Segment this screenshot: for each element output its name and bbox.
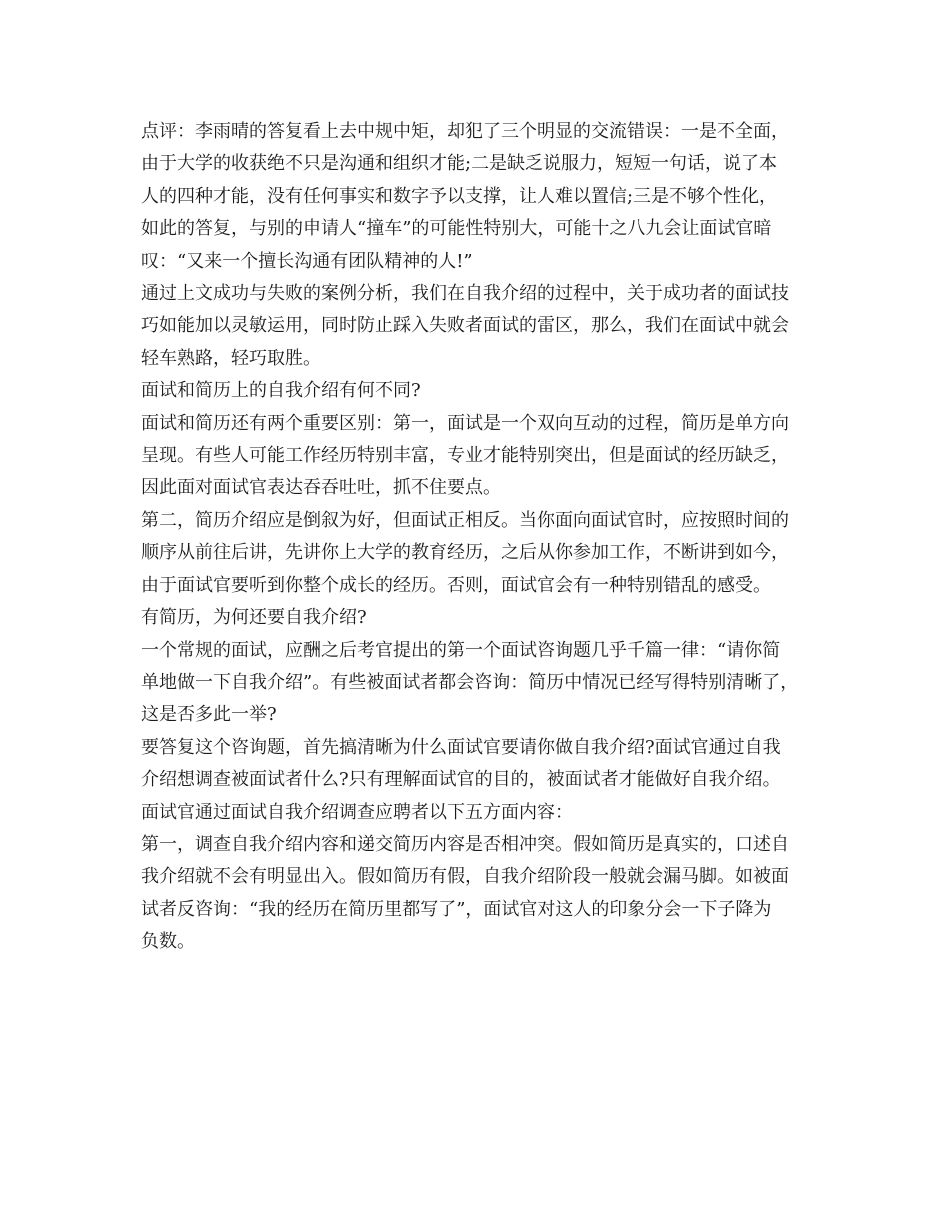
section-heading-difference: 面试和简历上的自我介绍有何不同? (141, 380, 421, 402)
paragraph-common-interview: 一个常规的面试，应酬之后考官提出的第一个面试咨询题几乎千篇一律：“请你简 单地做一下自我介绍”。有些被面试者都会咨询：简历中情况已经写得特别清晰了， 这是否多此一举? (141, 639, 799, 726)
document-body (141, 116, 821, 959)
paragraph-review-comment: 点评：李雨晴的答复看上去中规中矩，却犯了三个明显的交流错误：一是不全面， 由于大学的收获绝不只是沟通和组织才能;二是缺乏说服力，短短一句话，说了本 人的四种才能，没有任何事实和数字予以支撑，让人难以置信;三是不够个性化， 如此的答复，与别的申请人“撞车”的可能性特别大，可能十之八九会让面试官暗 叹：“又来一个擅长沟通有团队精神的人!” (141, 121, 789, 272)
paragraph-difference-second: 第二，简历介绍应是倒叙为好，但面试正相反。当你面向面试官时，应按照时间的 顺序从前往后讲，先讲你上大学的教育经历，之后从你参加工作，不断讲到如今， 由于面试官要听到你整个成长的经历。否则，面试官会有一种特别错乱的感受。 (141, 509, 789, 596)
paragraph-case-analysis: 通过上文成功与失败的案例分析，我们在自我介绍的过程中，关于成功者的面试技 巧如能加以灵敏运用，同时防止踩入失败者面试的雷区，那么，我们在面试中就会 轻车熟路，轻巧取胜。 (141, 283, 789, 369)
paragraph-five-aspects: 面试官通过面试自我介绍调查应聘者以下五方面内容： (141, 801, 573, 823)
paragraph-difference-first: 面试和简历还有两个重要区别：第一，面试是一个双向互动的过程，简历是单方向 呈现。有些人可能工作经历特别丰富，专业才能特别突出，但是面试的经历缺乏， 因此面对面试官表达吞吞吐吐，抓不住要点。 (141, 412, 789, 499)
section-heading-why-introduce: 有简历，为何还要自我介绍? (141, 607, 367, 629)
paragraph-aspect-first: 第一，调查自我介绍内容和递交简历内容是否相冲突。假如简历是真实的，口述自 我介绍就不会有明显出入。假如简历有假，自我介绍阶段一般就会漏马脚。如被面 试者反咨询：“我的经历在简历里都写了”，面试官对这人的印象分会一下子降为 负数。 (141, 833, 789, 953)
paragraph-answer-question: 要答复这个咨询题，首先搞清晰为什么面试官要请你做自我介绍?面试官通过自我 介绍想调查被面试者什么?只有理解面试官的目的，被面试者才能做好自我介绍。 (141, 736, 781, 791)
